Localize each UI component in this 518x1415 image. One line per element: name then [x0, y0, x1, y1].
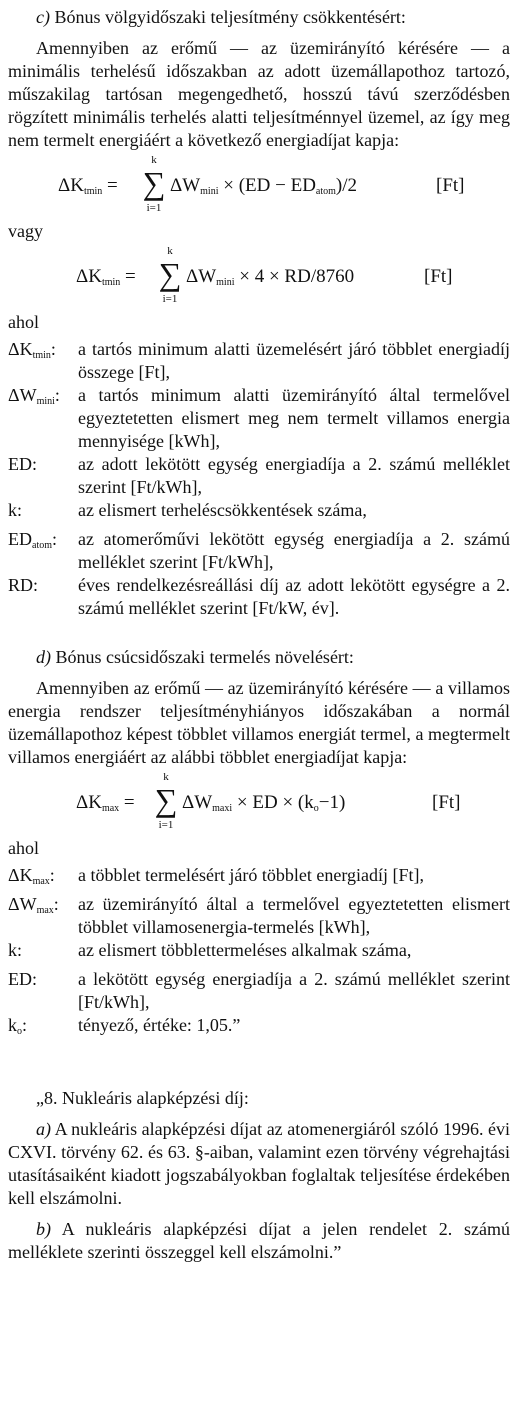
definition-item — [8, 939, 510, 968]
definition-item — [8, 453, 510, 499]
definition-term: k: — [8, 500, 23, 520]
definition-term: $k_o$: — [8, 1015, 28, 1037]
formula-c2 — [8, 245, 510, 309]
formula-d-unit: [Ft] — [432, 792, 461, 813]
definition-item — [8, 384, 510, 453]
section-c-definitions — [8, 338, 510, 620]
sum-lower-limit: i=1 — [146, 202, 162, 214]
definition-item — [8, 338, 510, 384]
definition-item — [8, 968, 510, 1014]
definition-term: k: — [8, 940, 23, 960]
section-8b-paragraph — [8, 1218, 510, 1264]
definition-desc: az adott lekötött egység energiadíja a 2. számú melléklet szerint [Ft/kWh], — [78, 454, 510, 497]
section-c-label: c) — [36, 7, 50, 27]
sum-symbol: ∑ — [142, 165, 166, 201]
section-c-title: Bónus völgyidőszaki teljesítmény csökkentésért: — [54, 7, 406, 27]
definition-term: $ED_{atom}$: — [8, 529, 58, 551]
sum-upper-limit: k — [151, 154, 157, 166]
section-8a-text: A nukleáris alapképzési díjat az atomenergiáról szóló 1996. évi CXVI. törvény 62. és 63. §-aiban, valamint ezen törvény végrehajtási utasításaiként kiadott jogszabályokban foglaltak teljesítése érdekében kell elszámolni. — [8, 1119, 510, 1208]
definition-desc: a tartós minimum alatti üzemirányító által termelővel egyeztetetten elismert meg nem termelt villamos energia mennyisége [kWh], — [78, 385, 510, 451]
sum-symbol: ∑ — [154, 782, 178, 818]
sum-lower-limit: i=1 — [158, 819, 174, 831]
definition-desc: az elismert többlettermeléses alkalmak száma, — [78, 940, 412, 960]
formula-c1-unit: [Ft] — [436, 175, 465, 196]
section-d-paragraph: Amennyiben az erőmű — az üzemirányító kérésére — a villamos energia rendszer teljesítményhiányos időszakában a normál üzemállapothoz képest többlet villamos energiát termel, a megtermelt villamos energiáért az alábbi többlet energiadíjat kapja: — [8, 678, 510, 767]
section-8b-text: A nukleáris alapképzési díjat a jelen rendelet 2. számú melléklete szerinti összeggel kell elszámolni.” — [8, 1219, 510, 1262]
definition-term: $\Delta K_{tmin}$: — [8, 339, 56, 361]
definition-term: ED: — [8, 454, 38, 474]
section-8b-label: b) — [36, 1219, 51, 1239]
formula-c1-lhs: $\Delta K_{tmin}$ = — [58, 175, 118, 197]
sum-symbol: ∑ — [158, 256, 182, 292]
formula-d-lhs: $\Delta K_{max}$ = — [76, 792, 135, 814]
formula-c2-lhs: $\Delta K_{tmin}$ = — [76, 266, 136, 288]
formula-c1-rhs: $\Delta W_{mini} \times (ED - ED_{atom})/2$ — [170, 175, 358, 197]
ahol-text: ahol — [8, 838, 39, 858]
definition-item — [8, 893, 510, 939]
section-d-label: d) — [36, 647, 51, 667]
section-8a-paragraph — [8, 1118, 510, 1210]
definition-item — [8, 864, 510, 893]
section-c-heading — [8, 6, 510, 29]
definition-desc: éves rendelkezésreállási díj az adott lekötött egységre a 2. számú melléklet szerint [Ft/kW, év]. — [78, 575, 510, 618]
definition-desc: a tartós minimum alatti üzemelésért járó többlet energiadíj összege [Ft], — [78, 339, 510, 382]
sum-lower-limit: i=1 — [162, 293, 178, 305]
vagy-text: vagy — [8, 221, 43, 241]
definition-item — [8, 574, 510, 620]
definition-desc: a lekötött egység energiadíja a 2. számú melléklet szerint [Ft/kWh], — [78, 969, 510, 1012]
definition-desc: az üzemirányító által a termelővel egyeztetetten elismert többlet villamosenergia-termelés [kWh], — [78, 894, 510, 937]
definition-item — [8, 1014, 510, 1043]
section-8-heading: „8. Nukleáris alapképzési díj: — [36, 1088, 249, 1108]
ahol-text: ahol — [8, 312, 39, 332]
formula-c2-unit: [Ft] — [424, 266, 453, 287]
definition-term: $\Delta K_{max}$: — [8, 865, 55, 887]
definition-item — [8, 499, 510, 528]
definition-term: $\Delta W_{max}$: — [8, 894, 59, 916]
definition-desc: az atomerőművi lekötött egység energiadíja a 2. számú melléklet szerint [Ft/kWh], — [78, 529, 510, 572]
sum-upper-limit: k — [167, 245, 173, 257]
section-8a-label: a) — [36, 1119, 51, 1139]
section-c-paragraph: Amennyiben az erőmű — az üzemirányító kérésére — a minimális terhelésű időszakban az adott üzemállapothoz tartozó, műszakilag tartósan megengedhető, hosszú távú szerződésben rögzített minimális terhelés alatti teljesítménnyel üzemel, az így meg nem termelt energiáért a következő energiadíjat kapja: — [8, 38, 510, 150]
definition-term: ED: — [8, 969, 38, 989]
definition-term: $\Delta W_{mini}$: — [8, 385, 60, 407]
definition-desc: tényező, értéke: 1,05.” — [78, 1015, 241, 1035]
formula-c1 — [8, 154, 510, 218]
section-d-heading — [8, 646, 510, 669]
definition-item — [8, 528, 510, 574]
definition-term: RD: — [8, 575, 39, 595]
section-d-title: Bónus csúcsidőszaki termelés növelésért: — [55, 647, 354, 667]
definition-desc: a többlet termelésért járó többlet energiadíj [Ft], — [78, 865, 425, 885]
definition-desc: az elismert terheléscsökkentések száma, — [78, 500, 367, 520]
document-page — [8, 6, 510, 1264]
sum-upper-limit: k — [163, 771, 169, 783]
section-d-definitions — [8, 864, 510, 1043]
formula-d-rhs: $\Delta W_{maxi}$ × ED × $(k_o-1)$ — [182, 792, 346, 814]
formula-d — [8, 771, 510, 835]
formula-c2-rhs: $\Delta W_{mini} \times 4 \times RD/8760$ — [186, 266, 355, 288]
